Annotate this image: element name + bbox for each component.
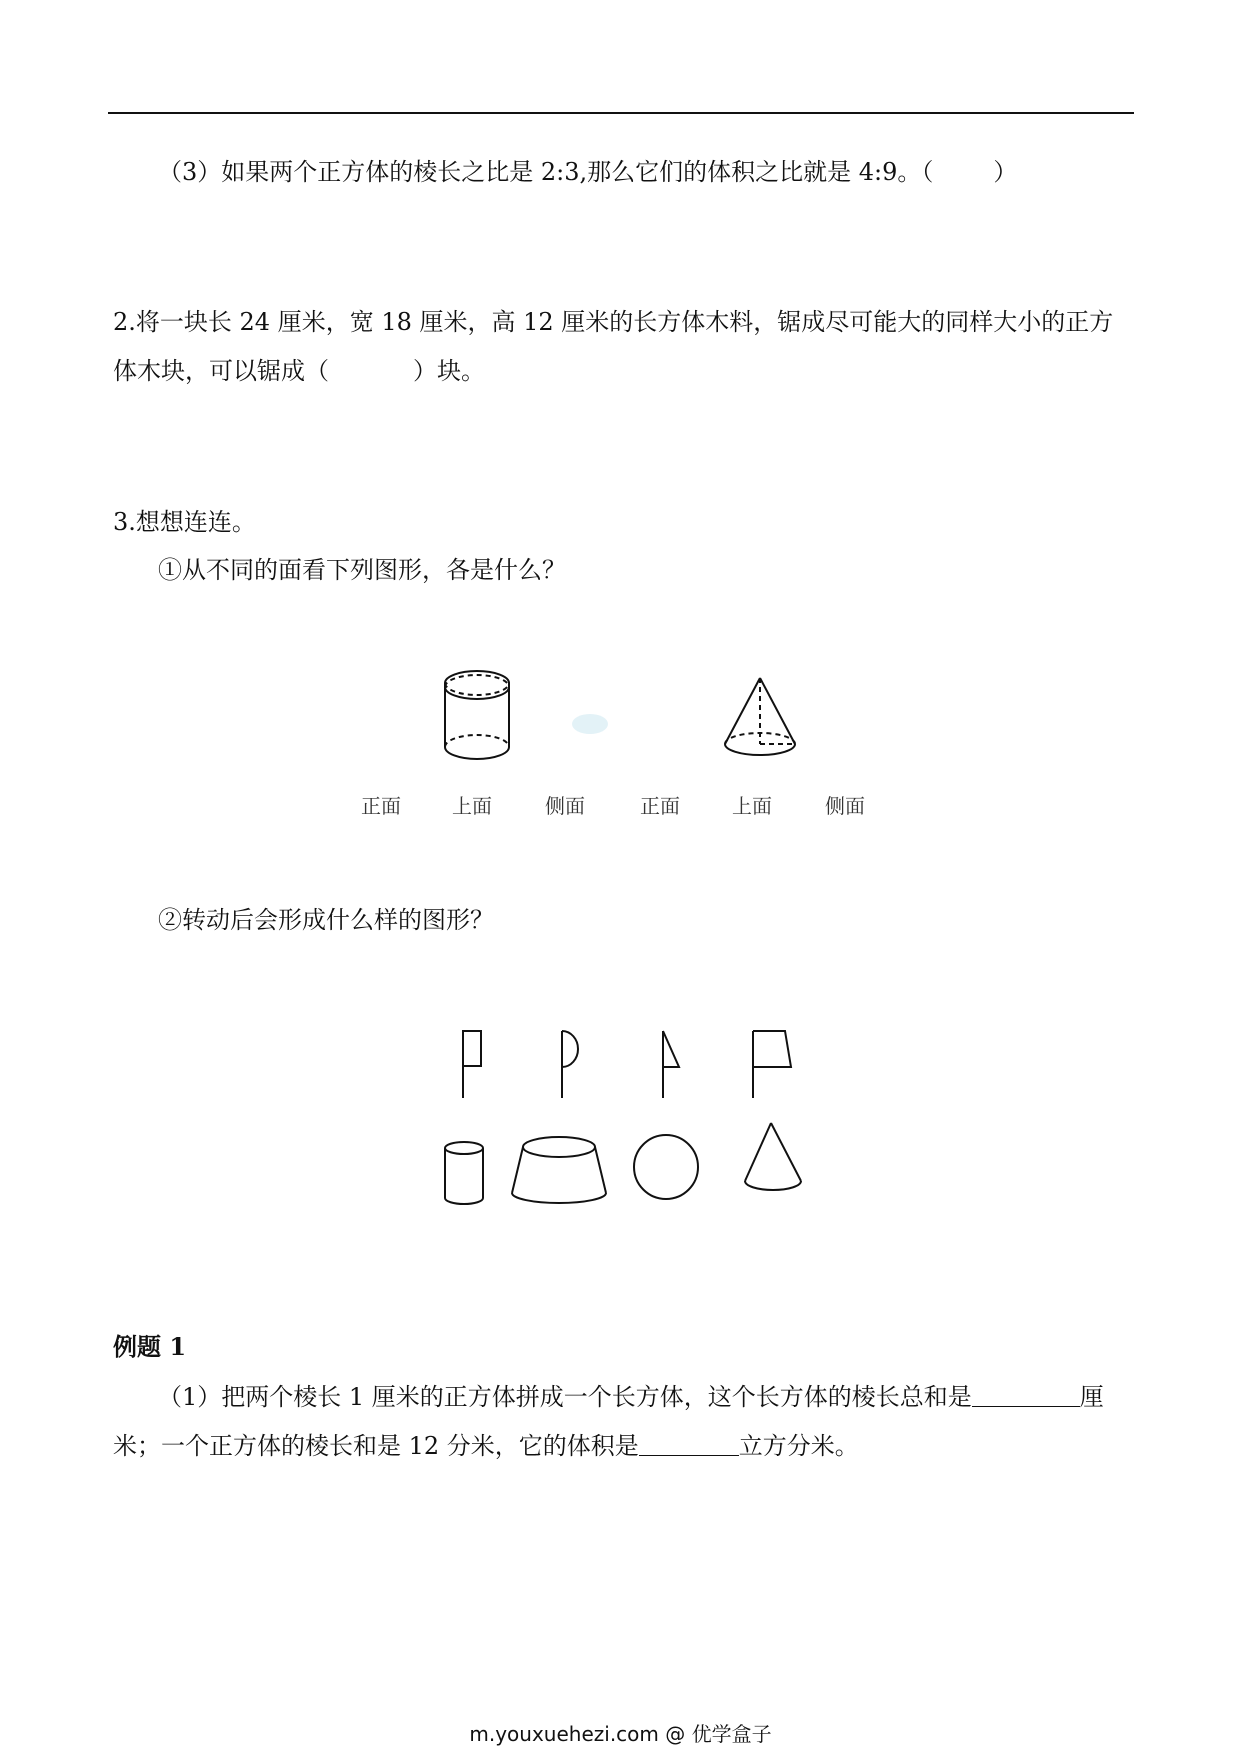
question-3-part-1: ①从不同的面看下列图形，各是什么？ bbox=[158, 556, 566, 584]
flag-triangle bbox=[663, 1031, 679, 1098]
question-3-title: 3.想想连连。 bbox=[113, 508, 256, 536]
view-label-top-2: 上面 bbox=[732, 794, 772, 818]
question-3-part-2: ②转动后会形成什么样的图形？ bbox=[158, 906, 494, 934]
example-1-line-2: 米；一个正方体的棱长和是 12 分米，它的体积是 立方分米。 bbox=[113, 1432, 859, 1460]
footer-watermark: m.youxuehezi.com @ 优学盒子 bbox=[469, 1722, 772, 1746]
view-label-side-1: 侧面 bbox=[545, 794, 585, 818]
flag-rectangle bbox=[463, 1031, 481, 1098]
view-label-top-1: 上面 bbox=[452, 794, 492, 818]
example-1-line-1: （1）把两个棱长 1 厘米的正方体拼成一个长方体，这个长方体的棱长总和是 厘 bbox=[158, 1383, 1104, 1411]
smudge bbox=[572, 714, 608, 734]
flag-semicircle bbox=[562, 1031, 578, 1098]
cone-figure bbox=[725, 678, 795, 755]
answer-blank-volume[interactable] bbox=[639, 1433, 739, 1456]
example-heading: 例题 1 bbox=[113, 1332, 187, 1361]
small-cone bbox=[745, 1123, 801, 1190]
flag-trapezoid bbox=[753, 1031, 791, 1098]
view-label-side-2: 侧面 bbox=[825, 794, 865, 818]
question-2-line-2: 体木块，可以锯成（ ）块。 bbox=[113, 357, 485, 385]
view-label-front-1: 正面 bbox=[361, 794, 401, 818]
sphere bbox=[634, 1135, 698, 1199]
answer-blank-edge-sum[interactable] bbox=[972, 1384, 1080, 1407]
question-2-line-1: 2.将一块长 24 厘米，宽 18 厘米，高 12 厘米的长方体木料，锯成尽可能大的同样大小的正方 bbox=[113, 308, 1114, 336]
small-cylinder bbox=[445, 1142, 483, 1204]
question-1-3: （3）如果两个正方体的棱长之比是 2:3,那么它们的体积之比就是 4:9。（ ） bbox=[158, 158, 1018, 186]
frustum bbox=[512, 1137, 606, 1203]
cylinder-figure bbox=[445, 671, 509, 759]
view-label-front-2: 正面 bbox=[640, 794, 680, 818]
